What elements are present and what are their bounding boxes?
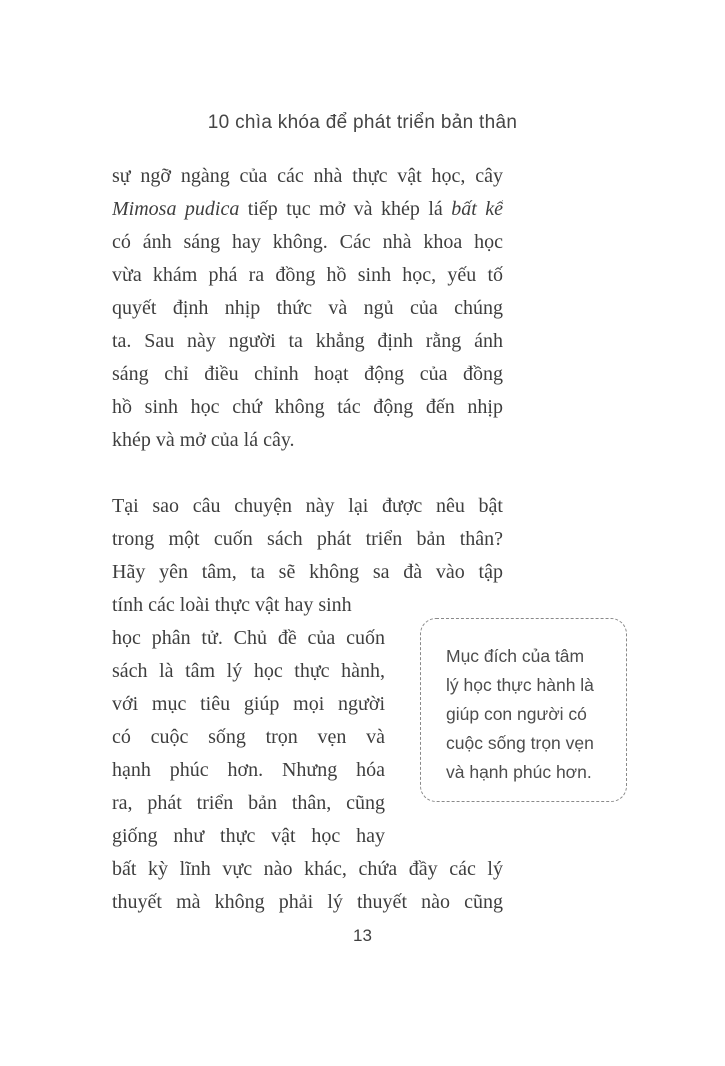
text-segment: có cuộc sống trọn vẹn và	[112, 726, 385, 748]
text-line	[112, 886, 503, 919]
callout-line: lý học thực hành là	[446, 675, 594, 695]
text-segment: bất kỳ lĩnh vực nào khác, chứa đầy các lý	[112, 858, 503, 880]
text-line	[112, 391, 503, 424]
text-line	[112, 688, 385, 721]
text-segment: giống như thực vật học hay	[112, 825, 385, 847]
text-line	[112, 655, 385, 688]
italic-text-segment: Mimosa pudica	[112, 198, 240, 220]
callout-line: giúp con người có	[446, 704, 587, 724]
text-segment: với mục tiêu giúp mọi người	[112, 693, 385, 715]
text-line	[112, 424, 503, 457]
body-text	[112, 160, 503, 919]
text-segment: khép và mở của lá cây.	[112, 429, 295, 451]
running-header: 10 chìa khóa để phát triển bản thân	[207, 112, 518, 133]
text-segment: sách là tâm lý học thực hành,	[112, 660, 385, 682]
text-segment: hạnh phúc hơn. Nhưng hóa	[112, 759, 385, 781]
text-line	[112, 556, 503, 589]
text-line	[112, 787, 385, 820]
text-segment: thuyết mà không phải lý thuyết nào cũng	[112, 891, 503, 913]
text-line	[112, 325, 503, 358]
text-segment: tiếp tục mở và khép lá	[239, 198, 452, 220]
text-line	[112, 523, 503, 556]
text-line	[112, 589, 385, 622]
text-line	[112, 358, 503, 391]
text-line	[112, 622, 385, 655]
text-segment: vừa khám phá ra đồng hồ sinh học, yếu tố	[112, 264, 503, 286]
text-line	[112, 853, 503, 886]
text-line	[112, 820, 385, 853]
callout-box	[420, 618, 627, 802]
text-line	[112, 259, 503, 292]
text-line	[112, 754, 385, 787]
text-segment: quyết định nhịp thức và ngủ của chúng	[112, 297, 503, 319]
text-line	[112, 721, 385, 754]
text-segment: tính các loài thực vật hay sinh	[112, 594, 352, 616]
text-segment: Tại sao câu chuyện này lại được nêu bật	[112, 495, 503, 517]
text-segment: học phân tử. Chủ đề của cuốn	[112, 627, 385, 649]
callout-text	[446, 642, 614, 787]
text-line	[112, 226, 503, 259]
text-segment: có ánh sáng hay không. Các nhà khoa học	[112, 231, 503, 253]
text-segment: hồ sinh học chứ không tác động đến nhịp	[112, 396, 503, 418]
text-line	[112, 292, 503, 325]
text-segment: ra, phát triển bản thân, cũng	[112, 792, 385, 814]
text-segment: sáng chỉ điều chỉnh hoạt động của đồng	[112, 363, 503, 385]
callout-line: và hạnh phúc hơn.	[446, 762, 592, 782]
paragraph	[112, 160, 503, 457]
text-segment: sự ngỡ ngàng của các nhà thực vật học, cây	[112, 165, 503, 187]
text-line	[112, 193, 503, 226]
text-line	[112, 490, 503, 523]
text-line	[112, 160, 503, 193]
callout-line: cuộc sống trọn vẹn	[446, 733, 594, 753]
page-number: 13	[353, 926, 372, 945]
italic-text-segment: bất kể	[451, 198, 503, 220]
text-segment: Hãy yên tâm, ta sẽ không sa đà vào tập	[112, 561, 503, 583]
callout-line: Mục đích của tâm	[446, 646, 585, 666]
text-segment: ta. Sau này người ta khẳng định rằng ánh	[112, 330, 503, 352]
text-segment: trong một cuốn sách phát triển bản thân?	[112, 528, 503, 550]
